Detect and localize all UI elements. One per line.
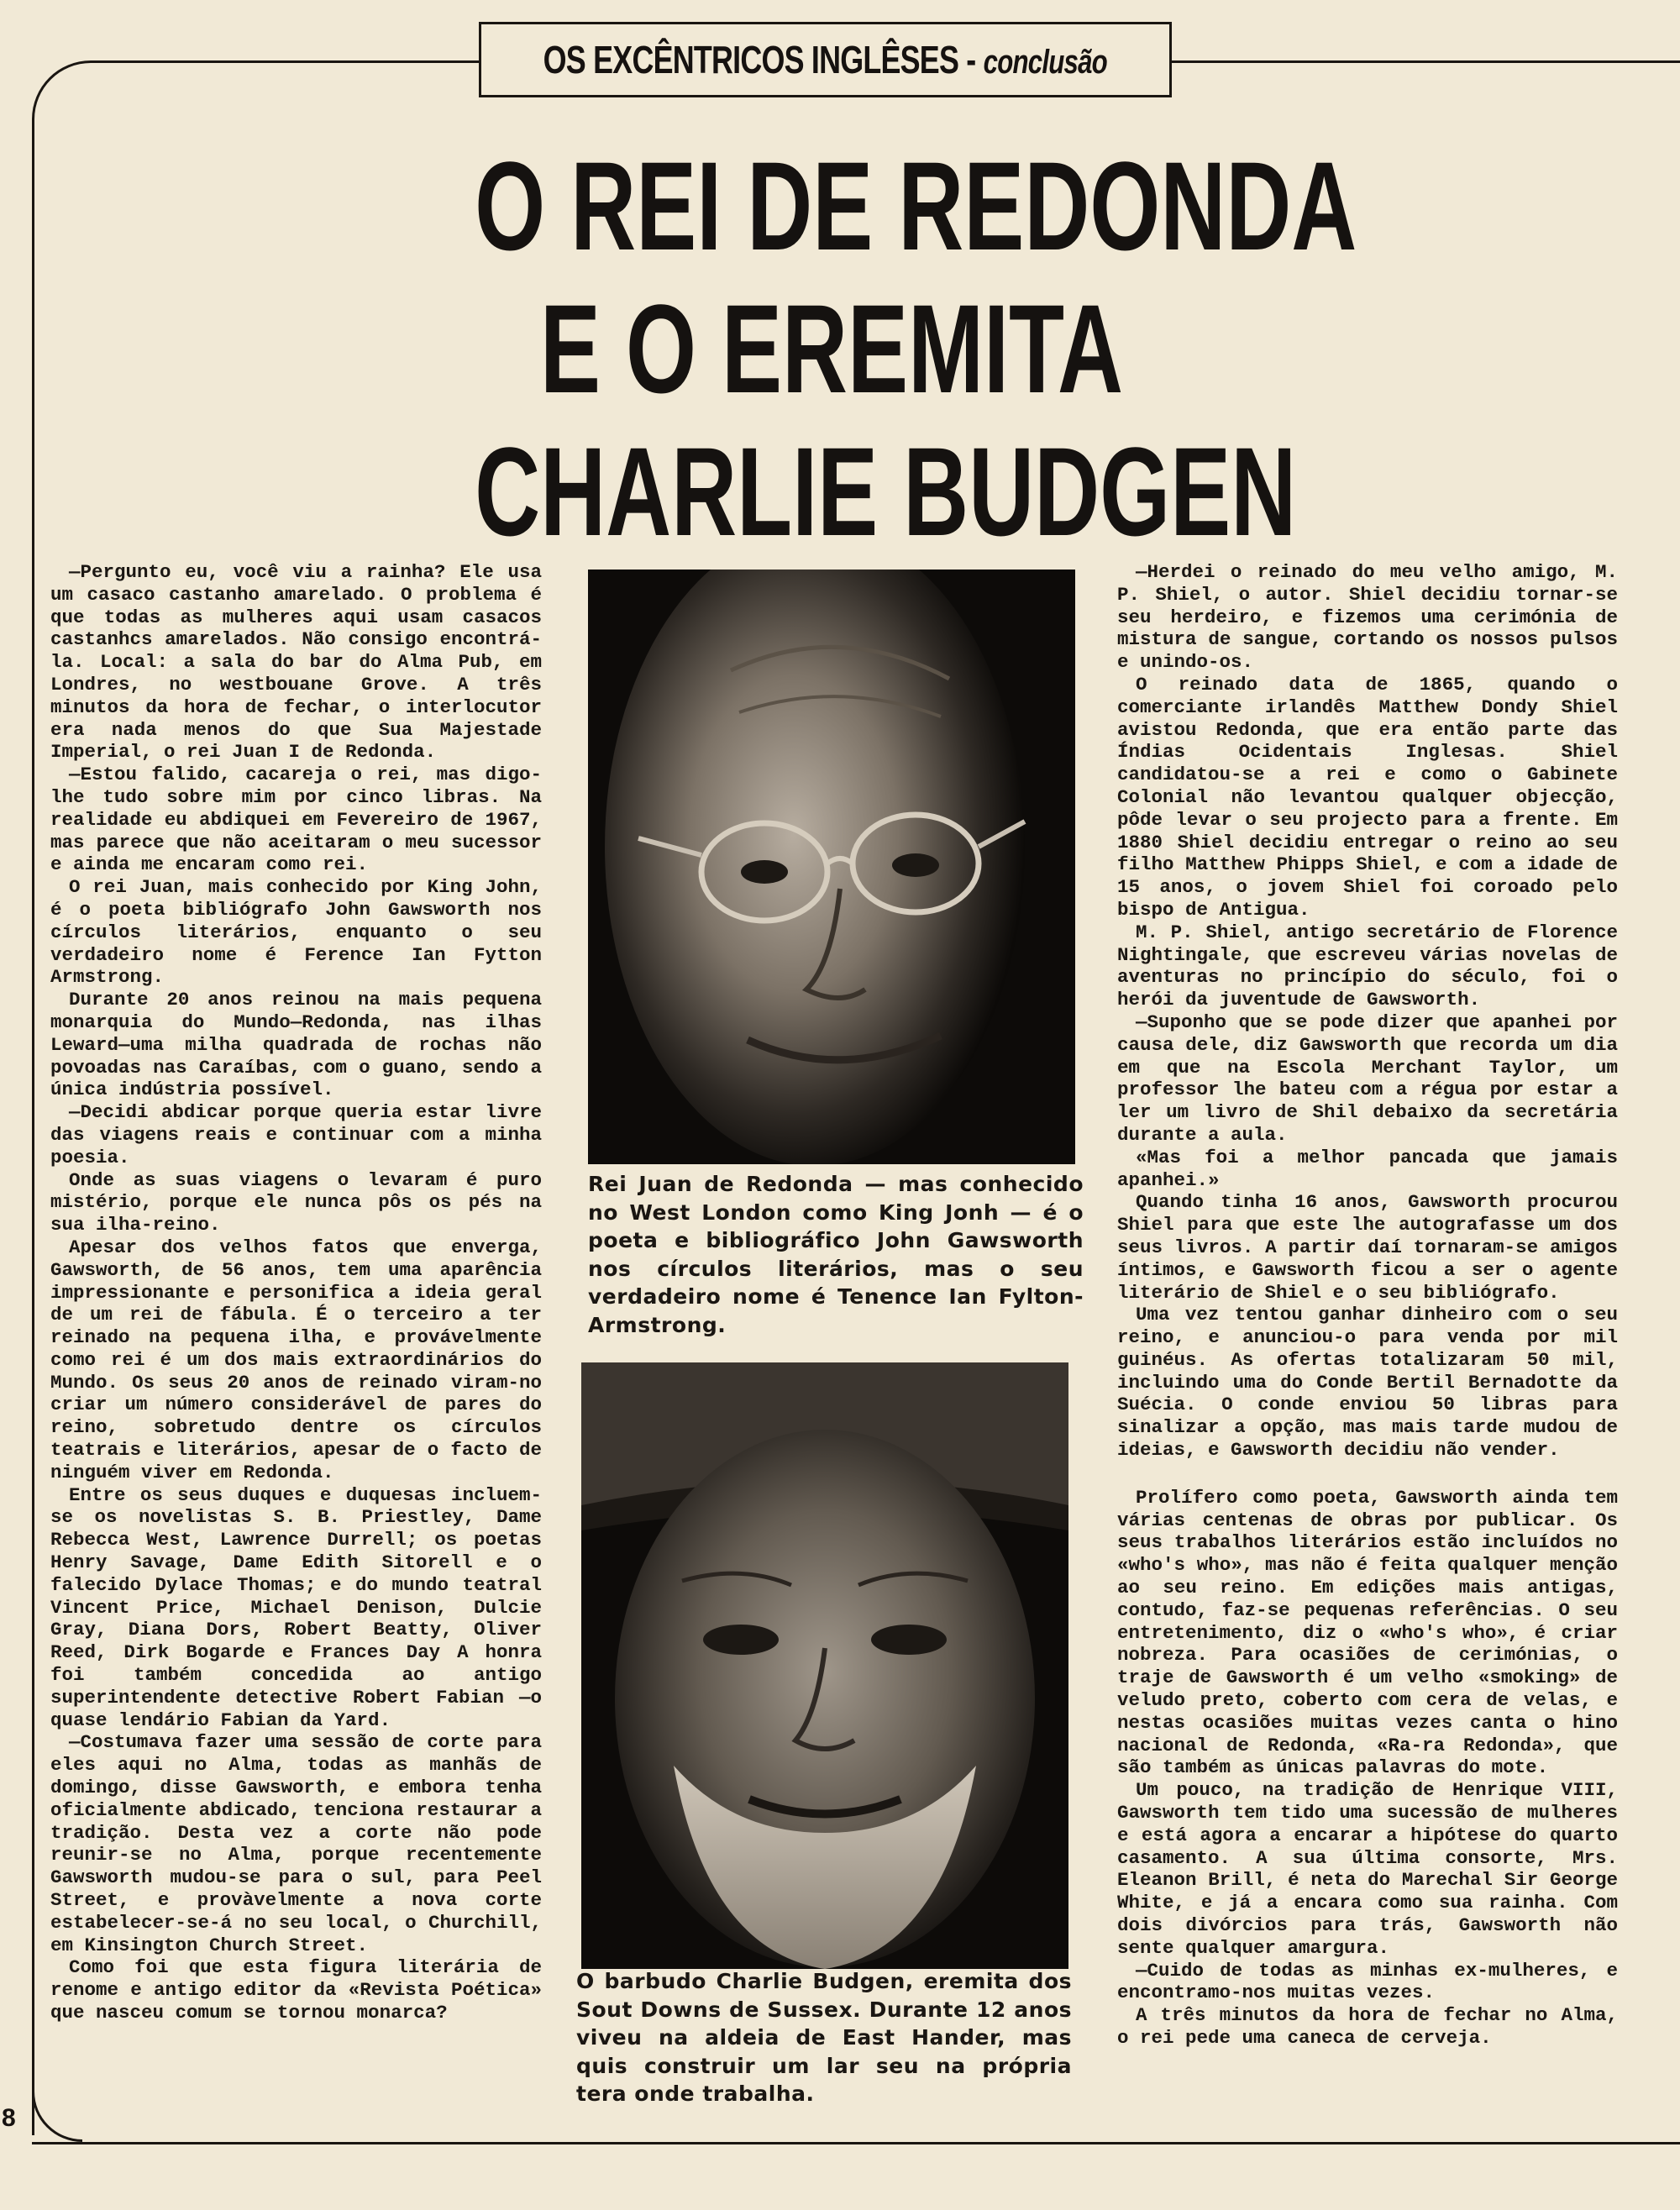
page-headline — [336, 134, 1357, 563]
paragraph: Quando tinha 16 anos, Gawsworth procurou Shiel para que este lhe autografasse um dos seus livros. A partir daí tornaram-se amigos íntimos, e Gawsworth ficou a ser o agente literário de Shiel e o seu bibliógrafo. — [1117, 1191, 1618, 1304]
paragraph: O reinado data de 1865, quando o comerciante irlandês Matthew Dondy Shiel avistou Redonda, que era então parte das Índias Ocidentais Inglesas. Shiel candidatou-se a rei e como o Gabinete Colonial não levantou qualquer objecção, pôde levar o seu projecto para a frente. Em 1880 Shiel decidiu entregar o reino ao seu filho Matthew Phipps Shiel, e com a idade de 15 anos, o jovem Shiel foi coroado pelo bispo de Antigua. — [1117, 673, 1618, 921]
paragraph: Um pouco, na tradição de Henrique VIII, Gawsworth tem tido uma sucessão de mulheres e está agora a encarar a hipótese do quarto casamento. A sua última consorte, Mrs. Eleanon Brill, é neta do Marechal Sir George White, e já a encara como sua rainha. Com dois divórcios para trás, Gawsworth não sente qualquer amargura. — [1117, 1779, 1618, 1959]
paragraph: —Estou falido, cacareja o rei, mas digo-lhe tudo sobre mim por cinco libras. Na realidade eu abdiquei em Fevereiro de 1967, mas parece que não aceitaram o meu sucessor e ainda me encaram como rei. — [50, 764, 542, 876]
kicker-separator: - — [958, 38, 984, 81]
paragraph: Durante 20 anos reinou na mais pequena monarquia do Mundo—Redonda, nas ilhas Leward—uma milha quadrada de rochas não povoadas nas Caraíbas, com o guano, sendo a única indústria possível. — [50, 989, 542, 1101]
headline-line-2: E O EREMITA — [539, 278, 1124, 419]
kicker-sub: conclusão — [983, 44, 1108, 81]
article-column-left — [50, 561, 542, 2024]
paragraph: —Costumava fazer uma sessão de corte para eles aqui no Alma, todas as manhãs de domingo, disse Gawsworth, e embora tenha oficialmente abdicado, tenciona restaurar a tradição. Desta vez a corte não pode reunir-se no Alma, porque recentemente Gawsworth mudou-se para o sul, para Peel Street, e provàvelmente a nova corte estabelecer-se-á no seu local, o Churchill, em Kinsington Church Street. — [50, 1731, 542, 1956]
paragraph: Uma vez tentou ganhar dinheiro com o seu reino, e anunciou-o para venda por mil guinéus. As ofertas totalizaram 50 mil, incluindo uma do Conde Bertil Bernadotte da Suécia. O conde enviou 50 libras para sinalizar a opção, mas mais tarde mudou de ideias, e Gawsworth decidiu não vender. — [1117, 1304, 1618, 1462]
paragraph: —Suponho que se pode dizer que apanhei por causa dele, diz Gawsworth que recorda um dia em que na Escola Merchant Taylor, um professor lhe bateu com a régua por estar a ler um livro de Shil debaixo da secretária durante a aula. — [1117, 1011, 1618, 1146]
paragraph: Apesar dos velhos fatos que enverga, Gawsworth, de 56 anos, tem uma aparência impressionante e personifica a ideia geral de um rei de fábula. É o terceiro a ter reinado na pequena ilha, e provávelmente como rei é um dos mais extraordinários do Mundo. Os seus 20 anos de reinado viram-no criar um número considerável de pares do reino, sobretudo dentre os círculos teatrais e literários, apesar de o facto de ninguém viver em Redonda. — [50, 1236, 542, 1483]
headline-line-1: O REI DE REDONDA — [475, 135, 1357, 276]
paragraph: —Herdei o reinado do meu velho amigo, M. P. Shiel, o autor. Shiel decidiu tornar-se seu herdeiro, e fizemos uma cerimónia de mistura de sangue, cortando os nossos pulsos e unindo-os. — [1117, 561, 1618, 674]
photo-king-juan — [588, 570, 1075, 1164]
page-frame-right — [1172, 60, 1680, 63]
paragraph: M. P. Shiel, antigo secretário de Florence Nightingale, que escreveu várias novelas de aventuras no princípio do século, foi o herói da juventude de Gawsworth. — [1117, 921, 1618, 1011]
paragraph: Prolífero como poeta, Gawsworth ainda tem várias centenas de obras por publicar. Os seus trabalhos literários estão incluídos no «who's who», mas não é feita qualquer menção ao seu reino. Em edições mais antigas, contudo, faz-se pequenas referências. O seu entretenimento, diz o «who's who», é criar nobreza. Para ocasiões de cerimónias, o traje de Gawsworth é um velho «smoking» de veludo preto, coberto com cera de velas, e nestas ocasiões muitas vezes canta o hino nacional de Redonda, «Ra-ra Redonda», que são também as únicas palavras do mote. — [1117, 1486, 1618, 1779]
paragraph: —Cuido de todas as minhas ex-mulheres, e encontramo-nos muitas vezes. — [1117, 1959, 1618, 2004]
photo-charlie-budgen — [581, 1362, 1068, 1969]
paragraph: —Decidi abdicar porque queria estar livre das viagens reais e continuar com a minha poesia. — [50, 1101, 542, 1168]
photo-caption-budgen: O barbudo Charlie Budgen, eremita dos Sout Downs de Sussex. Durante 12 anos viveu na aldeia de East Hander, mas quis construir um lar seu na própria tera onde trabalha. — [576, 1969, 1072, 2106]
paragraph: Como foi que esta figura literária de renome e antigo editor da «Revista Poética» que nasceu comum se tornou monarca? — [50, 1956, 542, 2024]
paragraph: Onde as suas viagens o levaram é puro mistério, porque ele nunca pôs os pés na sua ilha-reino. — [50, 1168, 542, 1236]
headline-line-3: CHARLIE BUDGEN — [475, 421, 1297, 562]
kicker-main: OS EXCÊNTRICOS INGLÊSES — [543, 38, 959, 81]
page-frame-bottom — [32, 2142, 1680, 2144]
photo-caption-king: Rei Juan de Redonda — mas conhecido no West London como King Jonh — é o poeta e bibliográfico John Gawsworth nos círculos literários, mas o seu verdadeiro nome é Tenence Ian Fylton-Armstrong. — [588, 1172, 1084, 1337]
article-column-right — [1117, 561, 1618, 2050]
page-number: 8 — [2, 2104, 16, 2132]
paragraph: «Mas foi a melhor pancada que jamais apanhei.» — [1117, 1146, 1618, 1191]
paragraph: A três minutos da hora de fechar no Alma, o rei pede uma caneca de cerveja. — [1117, 2004, 1618, 2049]
section-kicker — [479, 22, 1172, 97]
paragraph: Entre os seus duques e duquesas incluem-se os novelistas S. B. Priestley, Dame Rebecca West, Lawrence Durrell; os poetas Henry Savage, Dame Edith Sitorell e o falecido Dylace Thomas; e do mundo teatral Vincent Price, Michael Denison, Dulcie Gray, Diana Dors, Robert Beatty, Oliver Reed, Dirk Bogarde e Frances Day A honra foi também concedida ao antigo superintendente detective Robert Fabian —o quase lendário Fabian da Yard. — [50, 1483, 542, 1731]
paragraph: —Pergunto eu, você viu a rainha? Ele usa um casaco castanho amarelado. O problema é que todas as mulheres aqui usam casacos castanhcs amarelados. Não consigo encontrá-la. Local: a sala do bar do Alma Pub, em Londres, no westbouane Grove. A três minutos da hora de fechar, o interlocutor era nada menos do que Sua Majestade Imperial, o rei Juan I de Redonda. — [50, 561, 542, 764]
paragraph: O rei Juan, mais conhecido por King John, é o poeta bibliógrafo John Gawsworth nos círculos literários, enquanto o seu verdadeiro nome é Ference Ian Fytton Armstrong. — [50, 876, 542, 989]
